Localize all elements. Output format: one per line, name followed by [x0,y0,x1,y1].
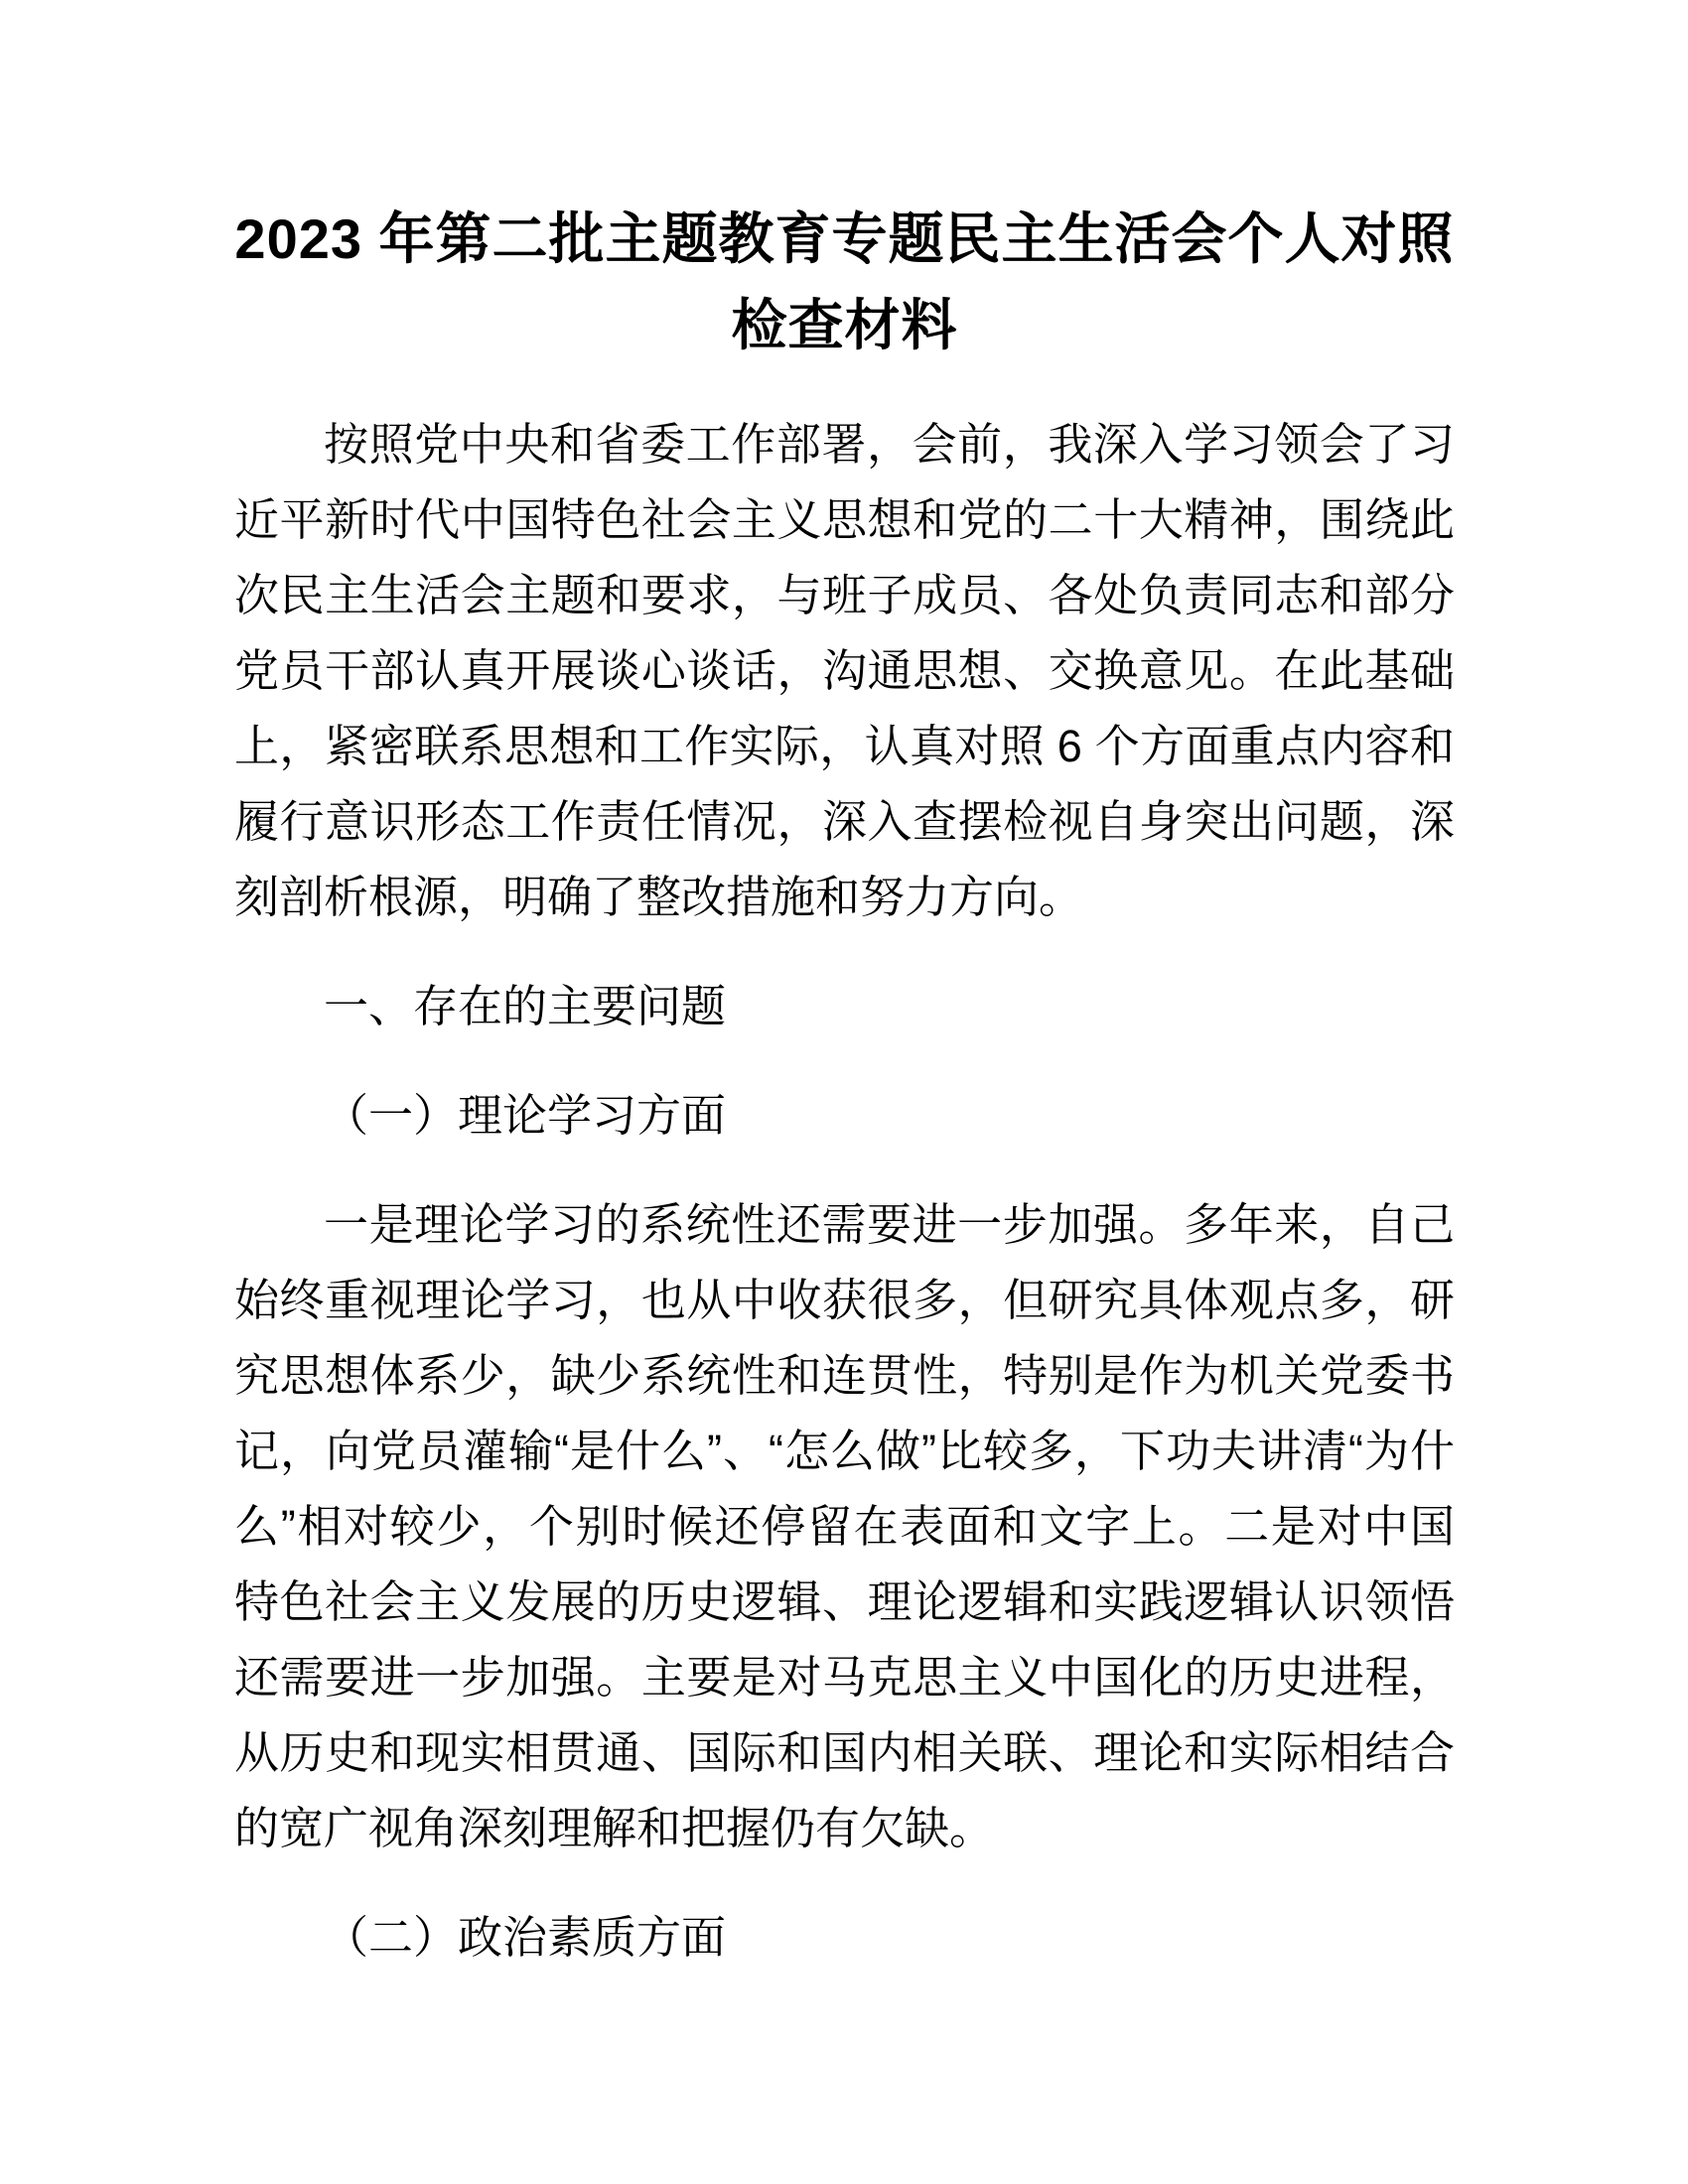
theory-study-paragraph: 一是理论学习的系统性还需要进一步加强。多年来，自己始终重视理论学习，也从中收获很多，但研究具体观点多，研究思想体系少，缺少系统性和连贯性，特别是作为机关党委书记，向党员灌输“是什么”、“怎么做”比较多，下功夫讲清“为什么”相对较少，个别时候还停留在表面和文字上。二是对中国特色社会主义发展的历史逻辑、理论逻辑和实践逻辑认识领悟还需要进一步加强。主要是对马克思主义中国化的历史进程，从历史和现实相贯通、国际和国内相关联、理论和实际相结合的宽广视角深刻理解和把握仍有欠缺。 [234,1198,1455,1853]
intro-paragraph: 按照党中央和省委工作部署，会前，我深入学习领会了习近平新时代中国特色社会主义思想和党的二十大精神，围绕此次民主生活会主题和要求，与班子成员、各处负责同志和部分党员干部认真开展谈心谈话，沟通思想、交换意见。在此基础上，紧密联系思想和工作实际，认真对照 6 个方面重点内容和履行意识形态工作责任情况，深入查摆检视自身突出问题，深刻剖析根源，明确了整改措施和努力方向。 [234,418,1455,922]
subsection-heading-political-quality: （二）政治素质方面 [324,1911,727,1963]
document-title: 2023 年第二批主题教育专题民主生活会个人对照检查材料 [234,207,1455,356]
subsection-heading-theory-study: （一）理论学习方面 [324,1089,727,1141]
section-heading-main-problems: 一、存在的主要问题 [324,980,727,1031]
